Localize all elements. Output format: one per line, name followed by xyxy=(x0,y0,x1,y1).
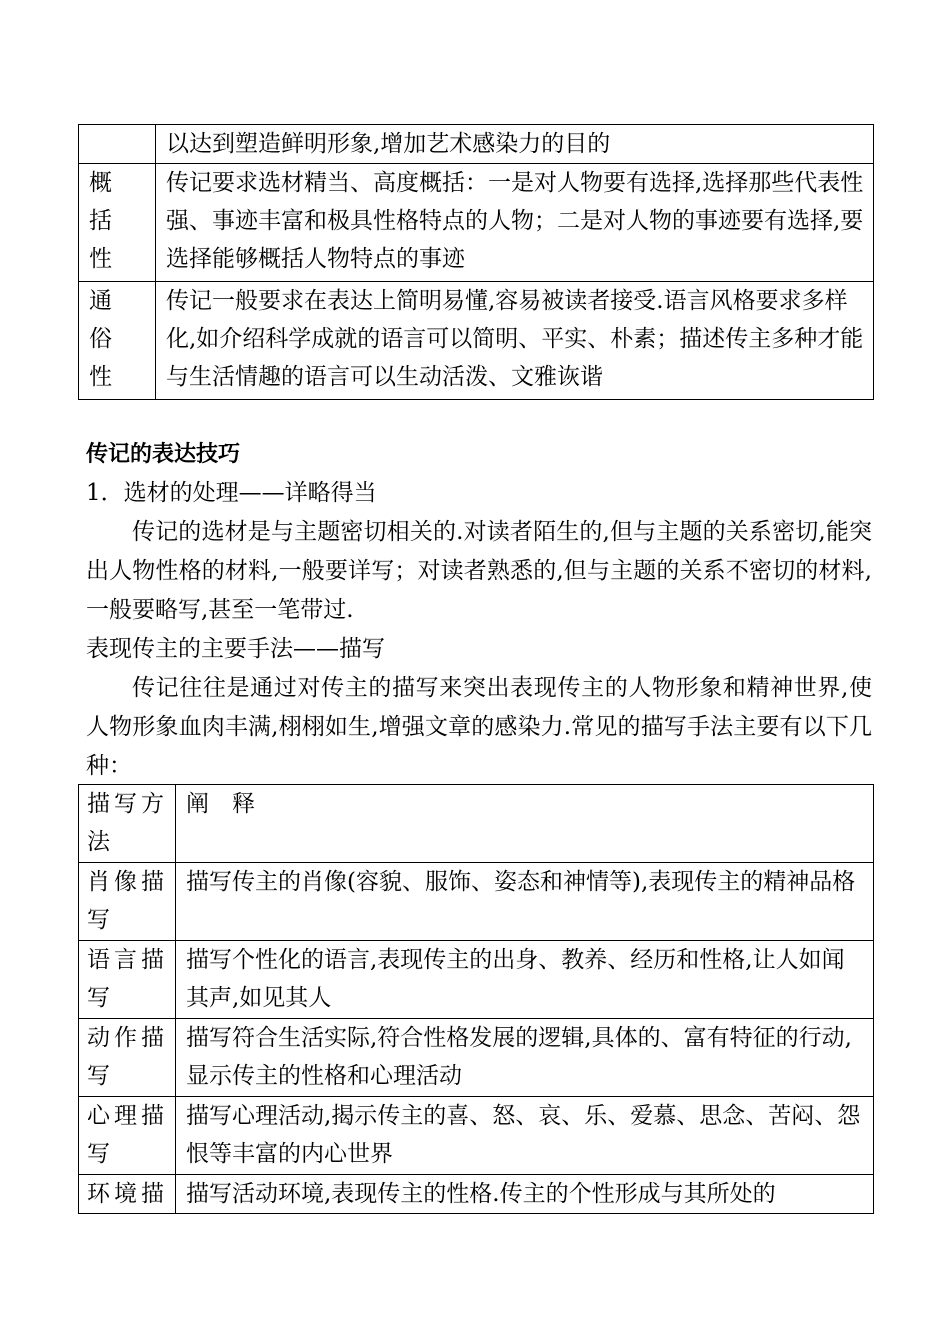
biography-features-table xyxy=(78,124,874,400)
item-title: 1．选材的处理——详略得当 xyxy=(86,480,377,506)
feature-description: 以达到塑造鲜明形象,增加艺术感染力的目的 xyxy=(156,125,874,164)
table-row xyxy=(79,282,874,400)
item-title: 表现传主的主要手法——描写 xyxy=(86,636,385,662)
method-label: 环境描 xyxy=(79,1175,176,1214)
table-row xyxy=(79,863,874,941)
method-label: 语言描写 xyxy=(79,941,176,1019)
method-explanation: 描写传主的肖像(容貌、服饰、姿态和神情等),表现传主的精神品格 xyxy=(176,863,874,941)
method-explanation: 描写心理活动,揭示传主的喜、怒、哀、乐、爱慕、思念、苦闷、怨恨等丰富的内心世界 xyxy=(176,1097,874,1175)
method-explanation: 描写个性化的语言,表现传主的出身、教养、经历和性格,让人如闻其声,如见其人 xyxy=(176,941,874,1019)
section-title: 传记的表达技巧 xyxy=(86,442,241,467)
table-row xyxy=(79,941,874,1019)
method-label: 肖像描写 xyxy=(79,863,176,941)
table-row xyxy=(79,1175,874,1214)
description-methods-table xyxy=(78,784,874,1214)
table-row xyxy=(79,1097,874,1175)
table-row xyxy=(79,164,874,282)
feature-description: 传记一般要求在表达上简明易懂,容易被读者接受.语言风格要求多样化,如介绍科学成就的语言可以简明、平实、朴素；描述传主多种才能与生活情趣的语言可以生动活泼、文雅诙谐 xyxy=(156,282,874,400)
feature-description: 传记要求选材精当、高度概括：一是对人物要有选择,选择那些代表性强、事迹丰富和极具性格特点的人物；二是对人物的事迹要有选择,要选择能够概括人物特点的事迹 xyxy=(156,164,874,282)
paragraph: 传记往往是通过对传主的描写来突出表现传主的人物形象和精神世界,使人物形象血肉丰满,栩栩如生,增强文章的感染力.常见的描写手法主要有以下几种： xyxy=(86,675,872,779)
method-explanation: 描写活动环境,表现传主的性格.传主的个性形成与其所处的 xyxy=(176,1175,874,1214)
method-explanation: 描写符合生活实际,符合性格发展的逻辑,具体的、富有特征的行动,显示传主的性格和心理活动 xyxy=(176,1019,874,1097)
feature-label xyxy=(79,125,156,164)
table-header-row xyxy=(79,785,874,863)
table-row xyxy=(79,1019,874,1097)
table-row xyxy=(79,125,874,164)
method-label: 心理描写 xyxy=(79,1097,176,1175)
column-header-explanation: 阐 释 xyxy=(176,785,874,863)
paragraph: 传记的选材是与主题密切相关的.对读者陌生的,但与主题的关系密切,能突出人物性格的材料,一般要详写；对读者熟悉的,但与主题的关系不密切的材料,一般要略写,甚至一笔带过. xyxy=(86,519,872,623)
method-label: 动作描写 xyxy=(79,1019,176,1097)
feature-label: 通俗性 xyxy=(79,282,156,400)
feature-label: 概括性 xyxy=(79,164,156,282)
column-header-method: 描写方法 xyxy=(79,785,176,863)
